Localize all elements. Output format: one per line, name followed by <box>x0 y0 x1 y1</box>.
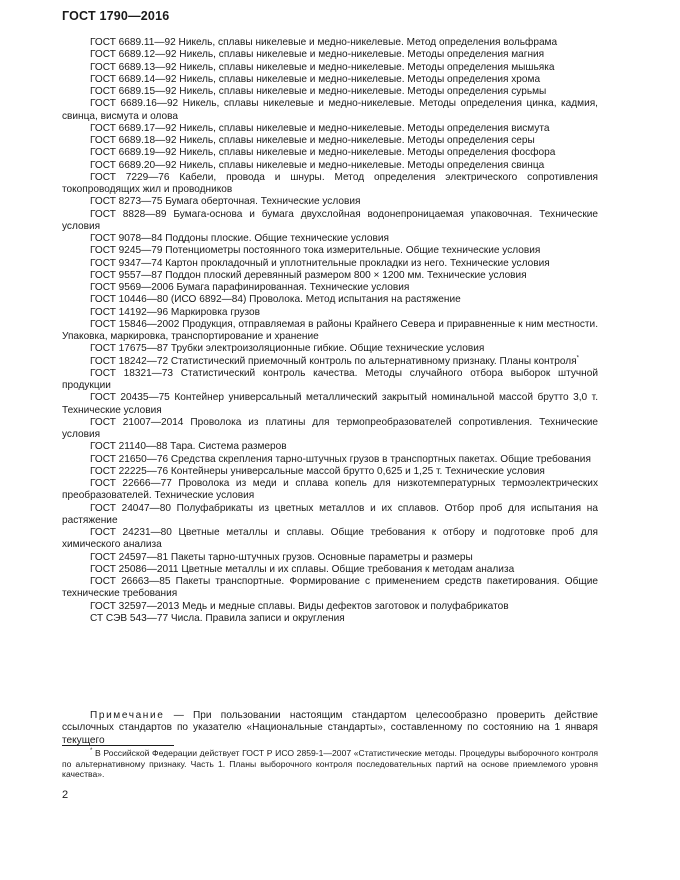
reference-item: ГОСТ 21007—2014 Проволока из платины для термопреобразователей сопротивления. Технические условия <box>62 416 598 440</box>
reference-item: ГОСТ 15846—2002 Продукция, отправляемая в районы Крайнего Севера и приравненные к ним местности. Упаковка, маркировка, транспортирование и хранение <box>62 318 598 342</box>
document-header: ГОСТ 1790—2016 <box>62 9 170 23</box>
footnote-paragraph <box>62 748 598 780</box>
reference-item: ГОСТ 9078—84 Поддоны плоские. Общие технические условия <box>90 233 389 244</box>
reference-item: ГОСТ 24047—80 Полуфабрикаты из цветных металлов и их сплавов. Отбор проб для испытания на растяжение <box>62 502 598 526</box>
reference-item: ГОСТ 24597—81 Пакеты тарно-штучных грузов. Основные параметры и размеры <box>90 551 473 563</box>
note-block <box>62 710 598 747</box>
reference-item: ГОСТ 8828—89 Бумага-основа и бумага двухслойная водонепроницаемая упаковочная. Технические условия <box>62 208 598 232</box>
reference-item: ГОСТ 9245—79 Потенциометры постоянного тока измерительные. Общие технические условия <box>90 245 541 257</box>
reference-item: ГОСТ 6689.12—92 Никель, сплавы никелевые и медно-никелевые. Методы определения магния <box>90 49 545 61</box>
reference-item: ГОСТ 6689.11—92 Никель, сплавы никелевые и медно-никелевые. Метод определения вольфрама <box>90 37 558 48</box>
reference-item: ГОСТ 32597—2013 Медь и медные сплавы. Виды дефектов заготовок и полуфабрикатов <box>90 600 509 612</box>
footnote-divider <box>62 745 174 746</box>
reference-item: ГОСТ 6689.20—92 Никель, сплавы никелевые и медно-никелевые. Методы определения свинца <box>90 159 545 171</box>
footnote-text: В Российской Федерации действует ГОСТ Р ИСО 2859-1—2007 «Статистические методы. Процедуры выборочного контроля по альтернативному признаку. Часть 1. Планы выборочного контроля последовательных партий на основе приемлемого уровня качества». <box>62 748 598 780</box>
page-number: 2 <box>62 789 69 801</box>
note-label: Примечание <box>90 710 165 721</box>
reference-item: ГОСТ 6689.15—92 Никель, сплавы никелевые и медно-никелевые. Методы определения сурьмы <box>90 86 547 97</box>
reference-item: ГОСТ 10446—80 (ИСО 6892—84) Проволока. Метод испытания на растяжение <box>90 294 461 306</box>
note-text: При пользовании настоящим стандартом целесообразно проверить действие ссылочных стандартов по указателю «Национальные стандарты», составленному по состоянию на 1 января текущего <box>62 710 598 746</box>
reference-item: ГОСТ 21650—76 Средства скрепления тарно-штучных грузов в транспортных пакетах. Общие требования <box>90 453 591 465</box>
reference-list <box>62 37 598 625</box>
reference-item: ГОСТ 24231—80 Цветные металлы и сплавы. Общие требования к отбору и подготовке проб для химического анализа <box>62 527 598 551</box>
reference-item: ГОСТ 6689.18—92 Никель, сплавы никелевые и медно-никелевые. Методы определения серы <box>90 135 535 146</box>
reference-item: ГОСТ 6689.19—92 Никель, сплавы никелевые и медно-никелевые. Методы определения фосфора <box>90 147 556 159</box>
note-paragraph <box>62 710 598 747</box>
reference-text: ГОСТ 18242—72 Статистический приемочный контроль по альтернативному признаку. Планы контроля <box>90 355 577 367</box>
footnote-block <box>62 748 598 780</box>
reference-item: ГОСТ 14192—96 Маркировка грузов <box>90 306 261 318</box>
note-dash: — <box>164 710 194 721</box>
reference-item: СТ СЭВ 543—77 Числа. Правила записи и округления <box>90 612 345 624</box>
reference-item: ГОСТ 8273—75 Бумага оберточная. Технические условия <box>90 196 361 208</box>
reference-item: ГОСТ 6689.16—92 Никель, сплавы никелевые и медно-никелевые. Методы определения цинка, кадмия, свинца, висмута и олова <box>62 98 598 122</box>
footnote-mark: * <box>576 355 579 362</box>
reference-item: ГОСТ 9557—87 Поддон плоский деревянный размером 800 × 1200 мм. Технические условия <box>90 269 527 281</box>
reference-item: ГОСТ 7229—76 Кабели, провода и шнуры. Метод определения электрического сопротивления токопроводящих жил и проводников <box>62 171 598 195</box>
reference-item: ГОСТ 20435—75 Контейнер универсальный металлический закрытый номинальной массой брутто 3,0 т. Технические условия <box>62 392 598 416</box>
reference-item: ГОСТ 6689.13—92 Никель, сплавы никелевые и медно-никелевые. Методы определения мышьяка <box>90 61 555 73</box>
footnote-mark: * <box>90 748 93 755</box>
reference-item: ГОСТ 6689.17—92 Никель, сплавы никелевые и медно-никелевые. Методы определения висмута <box>90 122 550 134</box>
reference-item: ГОСТ 25086—2011 Цветные металлы и их сплавы. Общие требования к методам анализа <box>90 563 515 575</box>
reference-item: ГОСТ 9347—74 Картон прокладочный и уплотнительные прокладки из него. Технические условия <box>90 257 550 269</box>
reference-item-with-footnote <box>62 356 598 368</box>
reference-item: ГОСТ 22666—77 Проволока из меди и сплава копель для низкотемпературных термоэлектрических преобразователей. Технические условия <box>62 478 598 502</box>
reference-item: ГОСТ 26663—85 Пакеты транспортные. Формирование с применением средств пакетирования. Общие технические требования <box>62 576 598 600</box>
reference-item: ГОСТ 21140—88 Тара. Система размеров <box>90 441 287 453</box>
reference-item: ГОСТ 6689.14—92 Никель, сплавы никелевые и медно-никелевые. Методы определения хрома <box>90 73 541 85</box>
reference-item: ГОСТ 22225—76 Контейнеры универсальные массой брутто 0,625 и 1,25 т. Технические условия <box>90 465 545 477</box>
reference-item: ГОСТ 17675—87 Трубки электроизоляционные гибкие. Общие технические условия <box>90 343 485 355</box>
reference-item: ГОСТ 9569—2006 Бумага парафинированная. Технические условия <box>90 282 410 293</box>
reference-item: ГОСТ 18321—73 Статистический контроль качества. Методы случайного отбора выборок штучной продукции <box>62 367 598 391</box>
